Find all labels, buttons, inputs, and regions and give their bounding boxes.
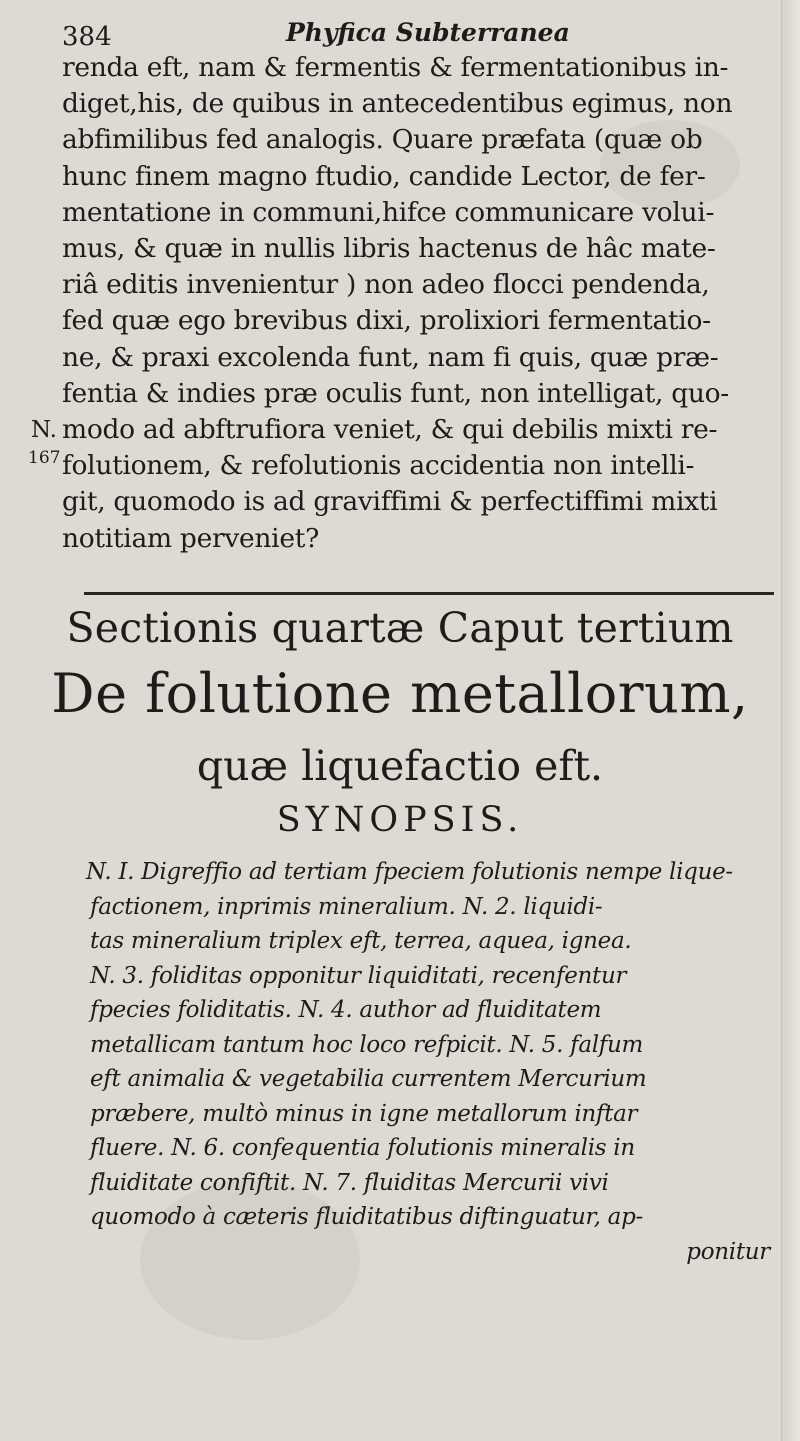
text-line: modo ad abftrufiora veniet, & qui debilis mixti re- bbox=[62, 414, 718, 446]
running-title: Phyfica Subterranea bbox=[286, 18, 570, 47]
synopsis-heading: SYNOPSIS. bbox=[276, 800, 524, 840]
body-paragraph bbox=[62, 50, 792, 557]
margin-note-number: 167 bbox=[28, 448, 61, 468]
text-line: mus, & quæ in nullis libris hactenus de hâc mate- bbox=[62, 233, 716, 265]
text-line: diget,his, de quibus in antecedentibus egimus, non bbox=[62, 88, 733, 120]
margin-note bbox=[28, 418, 60, 470]
text-line: hunc finem magno ftudio, candide Lector, de fer- bbox=[62, 160, 706, 192]
synopsis-line: fluiditate confiftit. N. 7. fluiditas Mercurii vivi bbox=[90, 1169, 609, 1196]
text-line: folutionem, & refolutionis accidentia non intelli- bbox=[62, 450, 695, 482]
text-line: renda eft, nam & fermentis & fermentationibus in- bbox=[62, 52, 729, 83]
synopsis-line: factionem, inprimis mineralium. N. 2. liquidi- bbox=[90, 893, 603, 920]
synopsis-line: præbere, multò minus in igne metallorum inftar bbox=[90, 1100, 638, 1127]
chapter-heading-line3: quæ liquefactio eft. bbox=[196, 742, 604, 790]
text-line: ne, & praxi excolenda funt, nam fi quis, quæ præ- bbox=[62, 341, 719, 373]
text-line: fed quæ ego brevibus dixi, prolixiori fermentatio- bbox=[62, 305, 711, 337]
chapter-heading-line2: De folutione metallorum, bbox=[51, 662, 749, 725]
synopsis-line: fpecies foliditatis. N. 4. author ad fluiditatem bbox=[90, 997, 602, 1023]
synopsis-line: metallicam tantum hoc loco refpicit. N. 5. falfum bbox=[90, 1031, 644, 1058]
margin-note-letter: N. bbox=[31, 417, 57, 443]
page-number: 384 bbox=[62, 22, 112, 52]
chapter-heading-line1: Sectionis quartæ Caput tertium bbox=[66, 604, 734, 652]
text-line: git, quomodo is ad graviffimi & perfectiffimi mixti bbox=[62, 486, 718, 518]
page-header bbox=[62, 18, 762, 52]
section-rule bbox=[84, 592, 774, 595]
synopsis-line: tas mineralium triplex eft, terrea, aquea, ignea. bbox=[90, 928, 632, 954]
text-line: abfimilibus fed analogis. Quare præfata (quæ ob bbox=[62, 124, 703, 156]
synopsis-line: quomodo à cæteris fluiditatibus diftinguatur, ap- bbox=[90, 1204, 643, 1230]
text-line: notitiam perveniet? bbox=[62, 522, 319, 554]
synopsis-line: N. I. Digreffio ad tertiam fpeciem folutionis nempe lique- bbox=[86, 859, 733, 885]
synopsis-line: N. 3. foliditas opponitur liquiditati, recenfentur bbox=[90, 962, 627, 989]
synopsis-paragraph bbox=[86, 855, 790, 1269]
synopsis-line: fluere. N. 6. confequentia folutionis mineralis in bbox=[90, 1135, 635, 1161]
catchword: ponitur bbox=[686, 1238, 770, 1265]
text-line: mentatione in communi,hifce communicare volui- bbox=[62, 196, 715, 228]
synopsis-line: eft animalia & vegetabilia currentem Mercurium bbox=[90, 1066, 647, 1092]
text-line: fentia & indies præ oculis funt, non intelligat, quo- bbox=[62, 377, 729, 409]
text-line: riâ editis invenientur ) non adeo flocci pendenda, bbox=[62, 269, 710, 301]
